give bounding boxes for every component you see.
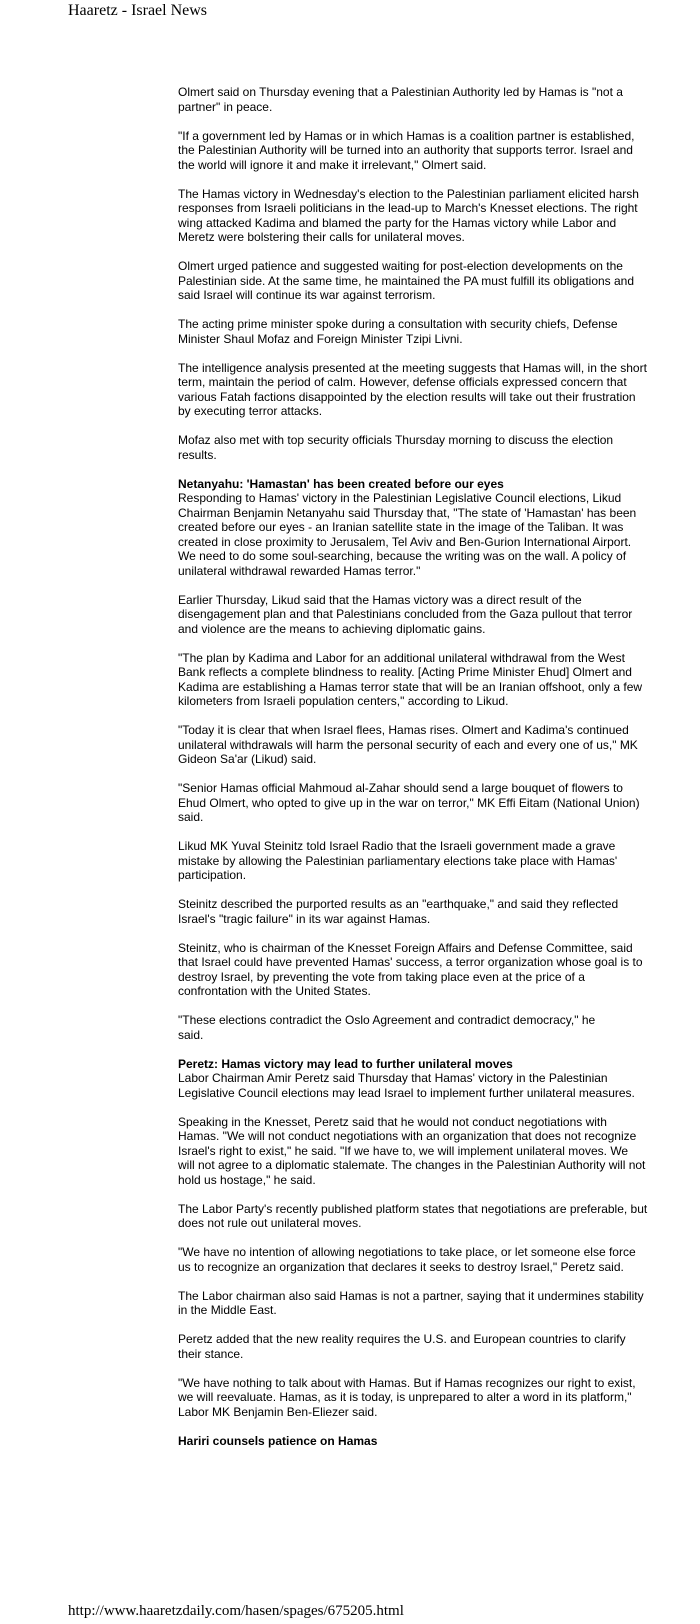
article-paragraph: Likud MK Yuval Steinitz told Israel Radio that the Israeli government made a grave mistake by allowing the Palestinian parliamentary elections take place with Hamas' participation. [178,839,618,882]
article-paragraph: Speaking in the Knesset, Peretz said that he would not conduct negotiations with Hamas. "We will not conduct negotiations with an organization that does not recognize Israel's right to exist," he said. "If we have to, we will implement unilateral moves. We will not agree to a diplomatic stalemate. The changes in the Palestinian Authority will not hold us hostage," he said. [178,1114,646,1187]
article-paragraph: "These elections contradict the Oslo Agreement and contradict democracy," he said. [178,1013,596,1042]
article-paragraph: Peretz added that the new reality requires the U.S. and European countries to clarify their stance. [178,1332,626,1361]
article-paragraph: "Senior Hamas official Mahmoud al-Zahar should send a large bouquet of flowers to Ehud Olmert, who opted to give up in the war on terror," MK Effi Eitam (National Union) said. [178,781,640,824]
article-paragraph: "We have no intention of allowing negotiations to take place, or let someone else force us to recognize an organization that declares it seeks to destroy Israel," Peretz said. [178,1245,636,1274]
article-paragraph: The Hamas victory in Wednesday's election to the Palestinian parliament elicited harsh responses from Israeli politicians in the lead-up to March's Knesset elections. The right wing attacked Kadima and blamed the party for the Hamas victory while Labor and Meretz were bolstering their calls for unilateral moves. [178,186,639,244]
article-paragraph: "Today it is clear that when Israel flees, Hamas rises. Olmert and Kadima's continued unilateral withdrawals will harm the personal security of each and every one of us," MK Gideon Sa'ar (Likud) said. [178,723,638,766]
article-body [178,85,648,1463]
page-header-title: Haaretz - Israel News [68,2,208,19]
page-footer-url: http://www.haaretzdaily.com/hasen/spages/675205.html [68,1603,404,1619]
article-paragraph: "If a government led by Hamas or in which Hamas is a coalition partner is established, the Palestinian Authority will be turned into an authority that supports terror. Israel and the world will ignore it and make it irrelevant," Olmert said. [178,128,635,172]
article-paragraph: Labor Chairman Amir Peretz said Thursday that Hamas' victory in the Palestinian Legislative Council elections may lead Israel to implement further unilateral measures. [178,1071,635,1100]
article-paragraph: Earlier Thursday, Likud said that the Hamas victory was a direct result of the disengagement plan and that Palestinians concluded from the Gaza pullout that terror and violence are the means to achieving diplomatic gains. [178,592,633,636]
article-paragraph: Mofaz also met with top security officials Thursday morning to discuss the election results. [178,433,614,462]
article-paragraph: The acting prime minister spoke during a consultation with security chiefs, Defense Minister Shaul Mofaz and Foreign Minister Tzipi Livni. [178,317,618,346]
peretz-section [178,1057,648,1101]
article-paragraph: Steinitz, who is chairman of the Knesset Foreign Affairs and Defense Committee, said that Israel could have prevented Hamas' success, a terror organization whose goal is to destroy Israel, by preventing the vote from taking place even at the price of a confrontation with the United States. [178,940,643,998]
netanyahu-subheading: Netanyahu: 'Hamastan' has been created before our eyes [178,476,504,491]
article-paragraph: "The plan by Kadima and Labor for an additional unilateral withdrawal from the West Bank reflects a complete blindness to reality. [Acting Prime Minister Ehud] Olmert and Kadima are establishing a Hamas terror state that will be an Iranian offshoot, only a few kilometers from Israeli population centers," according to Likud. [178,650,643,708]
article-paragraph: Steinitz described the purported results as an "earthquake," and said they reflected Israel's "tragic failure" in its war against Hamas. [178,897,619,926]
article-paragraph: Responding to Hamas' victory in the Palestinian Legislative Council elections, Likud Chairman Benjamin Netanyahu said Thursday that, "The state of 'Hamastan' has been created before our eyes - an Iranian satellite state in the image of the Taliban. It was created in close proximity to Jerusalem, Tel Aviv and Ben-Gurion International Airport. We need to do some soul-searching, because the writing was on the wall. A policy of unilateral withdrawal rewarded Hamas terror." [178,491,637,578]
article-paragraph: The Labor chairman also said Hamas is not a partner, saying that it undermines stability in the Middle East. [178,1288,644,1317]
article-paragraph: The Labor Party's recently published platform states that negotiations are preferable, but does not rule out unilateral moves. [178,1201,648,1230]
netanyahu-section [178,477,648,579]
hariri-subheading: Hariri counsels patience on Hamas [178,1433,378,1448]
article-paragraph: Olmert said on Thursday evening that a Palestinian Authority led by Hamas is "not a partner" in peace. [178,85,623,114]
article-paragraph: The intelligence analysis presented at the meeting suggests that Hamas will, in the short term, maintain the period of calm. However, defense officials expressed concern that various Fatah factions disappointed by the election results will take out their frustration by executing terror attacks. [178,360,647,418]
article-paragraph: Olmert urged patience and suggested waiting for post-election developments on the Palestinian side. At the same time, he maintained the PA must fulfill its obligations and said Israel will continue its war against terrorism. [178,259,635,302]
article-paragraph: "We have nothing to talk about with Hamas. But if Hamas recognizes our right to exist, we will reevaluate. Hamas, as it is today, is unprepared to alter a word in its platform," Labor MK Benjamin Ben-Eliezer said. [178,1375,636,1419]
peretz-subheading: Peretz: Hamas victory may lead to further unilateral moves [178,1056,513,1071]
hariri-section [178,1434,648,1449]
